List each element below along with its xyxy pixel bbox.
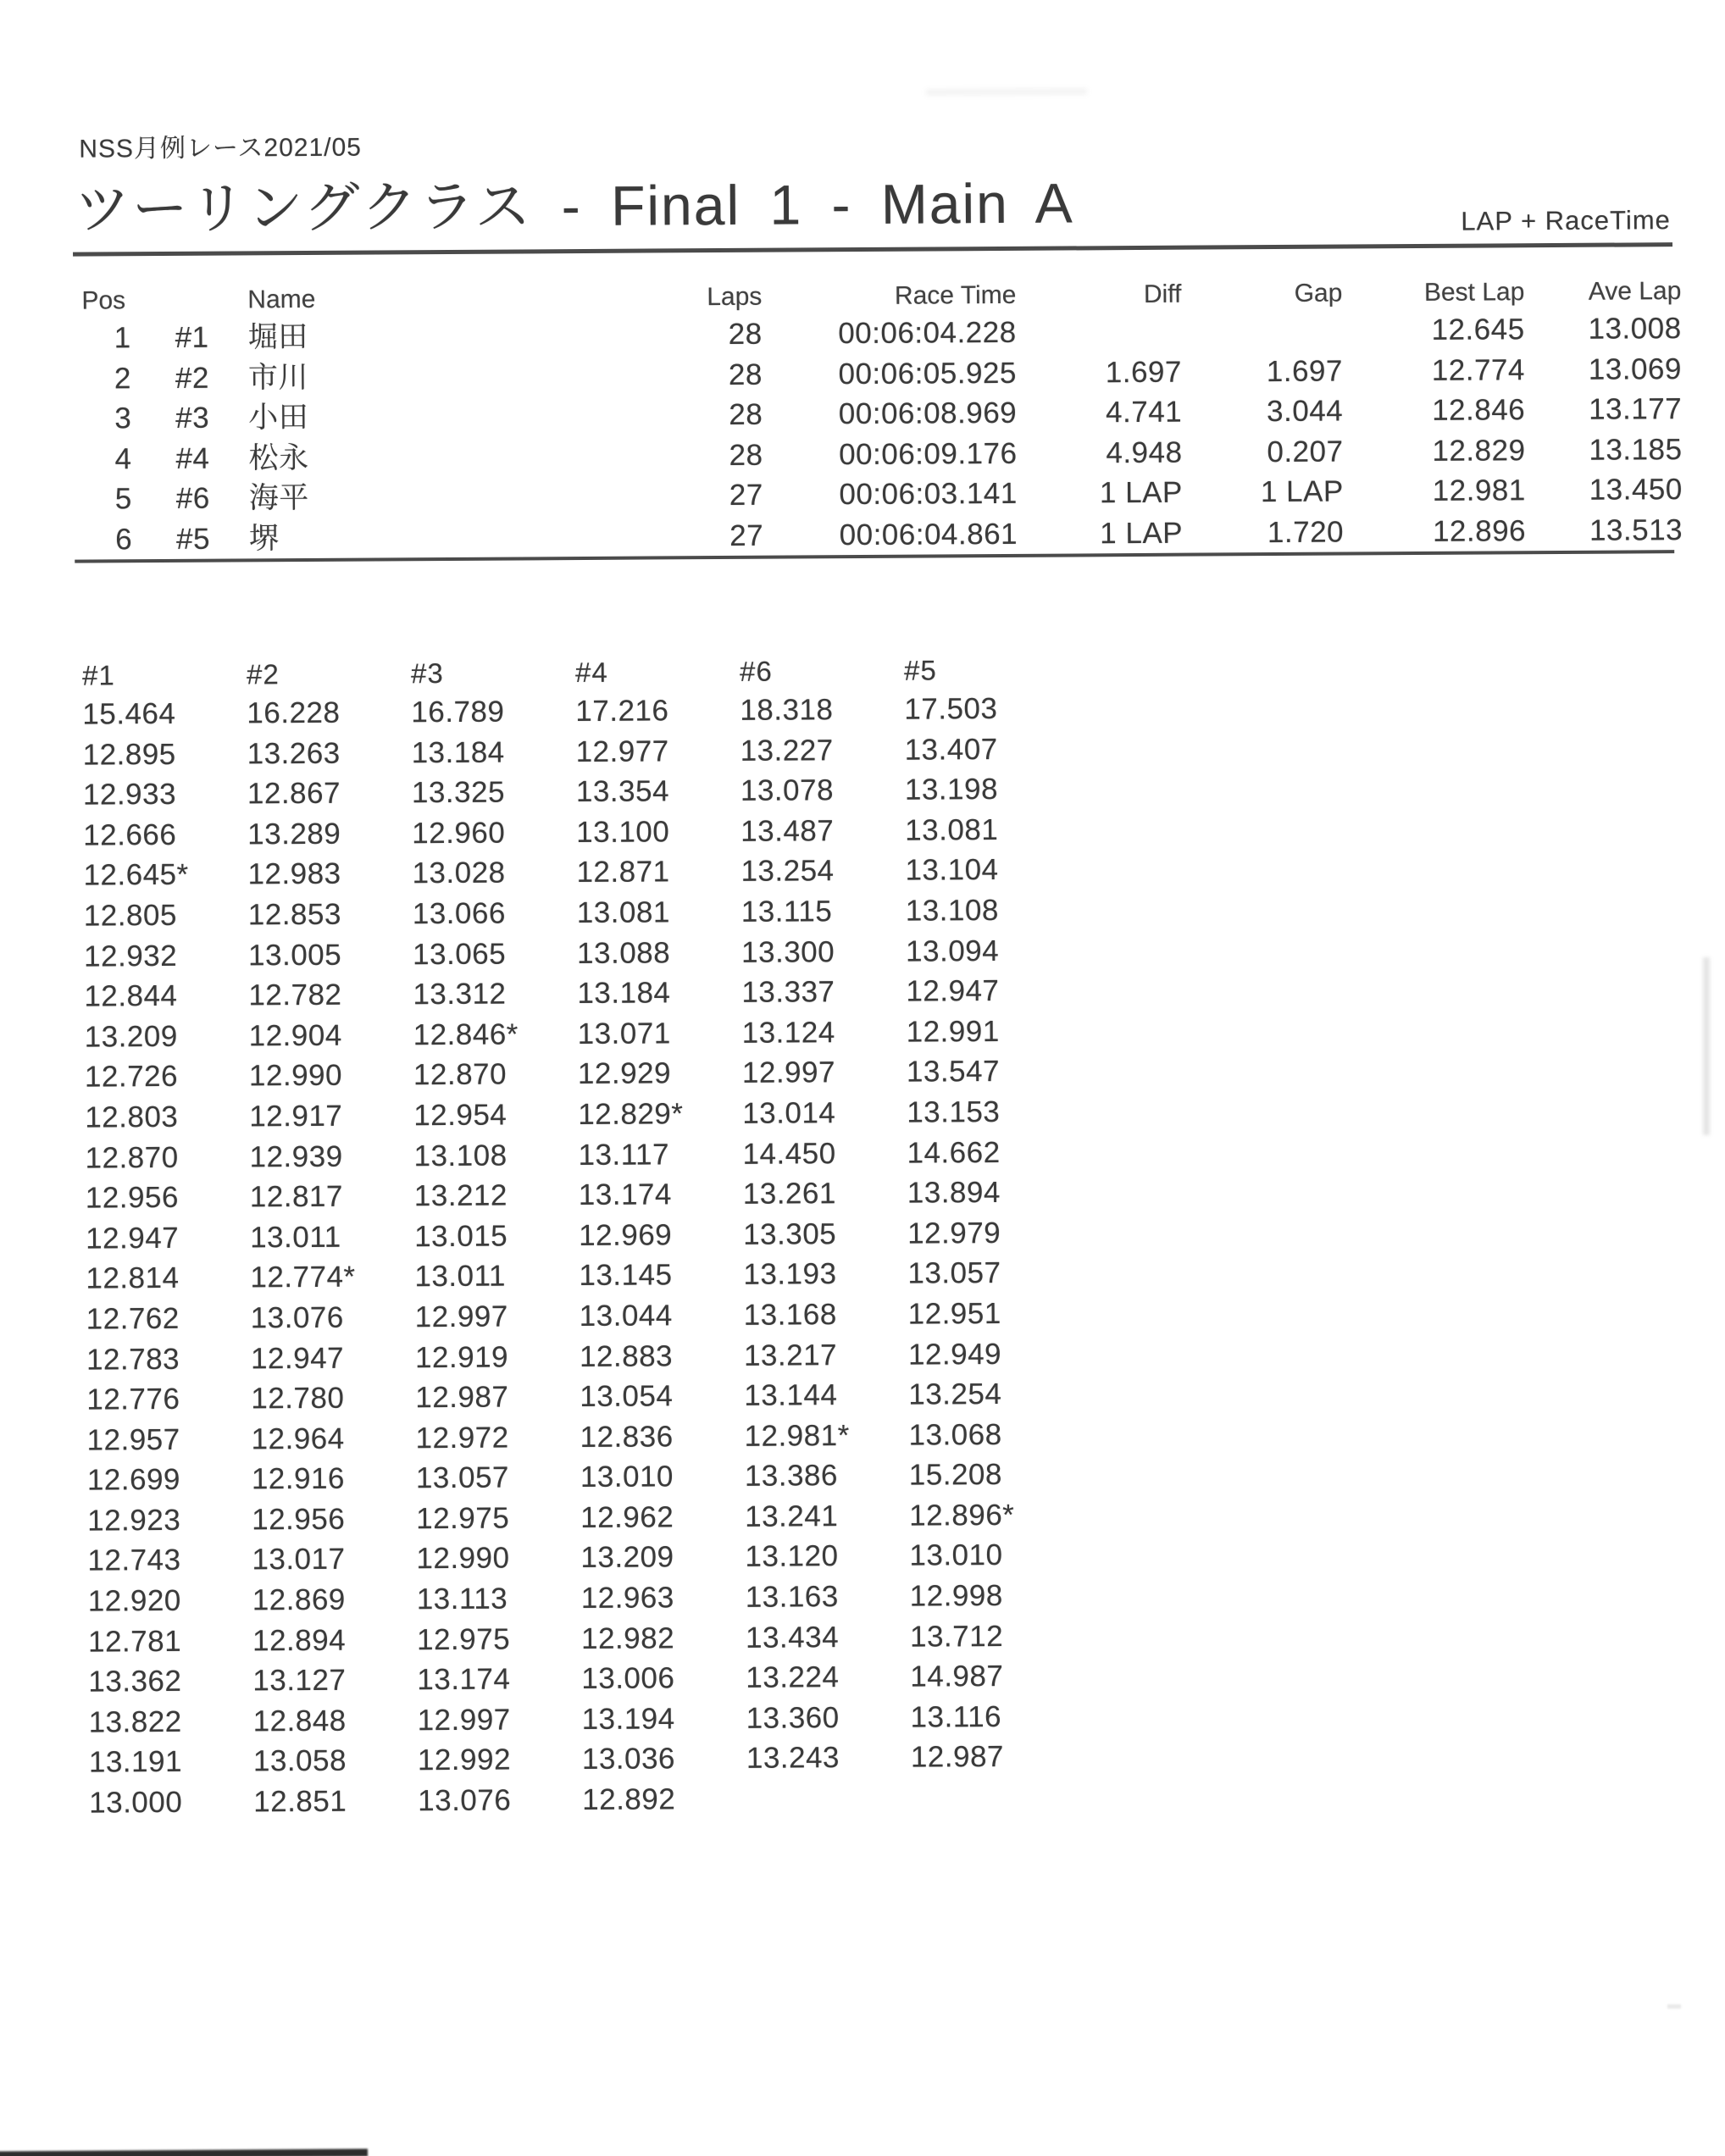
col-header-ave-lap: Ave Lap: [1588, 277, 1682, 306]
lap-time: 13.015: [414, 1219, 508, 1253]
lap-time: 13.117: [578, 1137, 670, 1172]
lap-time: 12.960: [412, 816, 506, 851]
lap-times-list: [575, 690, 746, 1821]
lap-time: 12.998: [909, 1579, 1003, 1613]
lap-time: 13.014: [742, 1096, 836, 1130]
lap-time: 13.005: [247, 938, 342, 972]
lap-time: 12.963: [580, 1581, 674, 1616]
lap-time: 13.174: [417, 1662, 511, 1697]
lap-time: 13.194: [581, 1702, 675, 1736]
lap-time: 12.962: [580, 1500, 674, 1534]
car-number-cell: #6: [175, 481, 210, 515]
lap-time: 12.997: [417, 1703, 511, 1738]
lap-time: 13.076: [418, 1783, 512, 1818]
lap-time: 13.254: [740, 854, 835, 889]
lap-time: 13.054: [580, 1379, 674, 1414]
driver-name-cell: 小田: [248, 400, 309, 435]
gap-cell: 1 LAP: [1260, 474, 1344, 509]
lap-time: 12.817: [249, 1179, 344, 1214]
lap-time: 12.982: [580, 1621, 675, 1655]
diff-cell: 1 LAP: [1100, 516, 1184, 550]
lap-time: 13.108: [905, 893, 999, 928]
lap-time: 12.892: [582, 1782, 676, 1817]
lap-time: 13.168: [743, 1298, 837, 1332]
race-time-cell: 00:06:04.861: [839, 517, 1018, 551]
lap-time: 13.174: [578, 1178, 673, 1212]
ave-lap-cell: 13.069: [1588, 352, 1683, 386]
lap-time: 13.000: [89, 1785, 183, 1820]
lap-time: 13.386: [744, 1459, 839, 1494]
lap-time: 13.241: [745, 1499, 839, 1533]
lap-time: 13.066: [412, 896, 506, 931]
lap-time: 13.010: [909, 1538, 1003, 1573]
lap-time: 18.318: [740, 693, 834, 727]
lap-time: 13.028: [412, 856, 506, 890]
lap-times-list: [247, 692, 418, 1822]
driver-name-cell: 松永: [248, 441, 309, 474]
lap-time: 12.780: [251, 1381, 345, 1416]
car-number-header: #4: [574, 656, 608, 689]
lap-time: 13.088: [576, 935, 671, 970]
lap-time: 13.104: [905, 853, 999, 888]
col-header-name: Name: [247, 285, 316, 314]
lap-column: [411, 654, 582, 1821]
race-time-cell: 00:06:03.141: [839, 476, 1018, 512]
ave-lap-cell: 13.450: [1589, 473, 1683, 507]
lap-time: 12.933: [82, 778, 177, 812]
gap-cell: 0.207: [1267, 435, 1344, 468]
lap-time: 13.184: [411, 735, 505, 769]
gap-cell: 3.044: [1266, 394, 1344, 429]
lap-time: 12.972: [415, 1421, 509, 1455]
lap-time: 12.956: [252, 1502, 346, 1537]
result-mode-label: LAP + RaceTime: [1461, 205, 1671, 236]
laps-cell: 28: [728, 317, 763, 351]
lap-time: 12.932: [83, 939, 178, 973]
lap-time: 12.829*: [578, 1097, 684, 1131]
lap-column: [904, 651, 1075, 1819]
col-header-diff: Diff: [1143, 280, 1182, 308]
lap-time: 14.450: [742, 1136, 836, 1171]
lap-time: 12.981*: [744, 1418, 850, 1453]
lap-time: 12.743: [87, 1544, 181, 1578]
lap-time: 13.011: [414, 1259, 506, 1294]
lap-time: 16.789: [411, 695, 505, 729]
lap-time: 12.726: [84, 1060, 179, 1094]
lap-time: 12.979: [907, 1216, 1001, 1250]
lap-time: 12.803: [85, 1100, 179, 1134]
lap-time: 12.954: [413, 1098, 508, 1133]
lap-time: 12.904: [248, 1018, 342, 1053]
race-time-cell: 00:06:05.925: [838, 356, 1018, 391]
lap-time: 12.645*: [83, 858, 189, 892]
best-lap-cell: 12.645: [1431, 313, 1525, 346]
car-number-cell: #4: [175, 441, 210, 475]
lap-time: 13.212: [413, 1178, 508, 1213]
results-body: [72, 308, 1683, 560]
lap-time: 13.289: [247, 817, 341, 851]
lap-time: 12.919: [414, 1340, 509, 1374]
col-header-laps: Laps: [707, 282, 763, 312]
lap-time: 12.916: [251, 1462, 346, 1496]
lap-time: 13.127: [252, 1663, 347, 1698]
lap-time: 12.956: [85, 1181, 180, 1215]
lap-time: 13.081: [905, 812, 999, 847]
lap-time: 13.305: [743, 1217, 837, 1251]
lap-time: 12.867: [247, 776, 341, 811]
lap-time: 13.224: [746, 1660, 840, 1695]
lap-time: 13.010: [580, 1460, 674, 1494]
lap-time: 12.883: [579, 1338, 674, 1373]
lap-time: 12.774*: [250, 1260, 356, 1294]
lap-time: 15.464: [82, 696, 176, 731]
laps-cell: 28: [729, 397, 763, 431]
lap-time: 15.208: [908, 1458, 1003, 1492]
lap-chart: [82, 651, 1075, 1824]
lap-time: 13.036: [581, 1742, 676, 1776]
lap-time: 12.969: [579, 1218, 673, 1252]
lap-time: 12.990: [248, 1059, 343, 1093]
lap-time: 13.407: [904, 732, 998, 767]
lap-column: [82, 656, 253, 1823]
lap-time: 13.057: [415, 1460, 510, 1495]
lap-time: 13.822: [88, 1704, 182, 1739]
lap-time: 13.254: [908, 1377, 1002, 1411]
lap-time: 12.814: [86, 1261, 180, 1295]
lap-time: 13.184: [577, 976, 671, 1011]
lap-time: 13.163: [745, 1580, 839, 1614]
lap-time: 12.975: [416, 1622, 511, 1656]
lap-time: 12.920: [87, 1583, 181, 1618]
lap-time: 12.836: [580, 1420, 674, 1454]
lap-column: [247, 655, 418, 1822]
lap-time: 13.058: [252, 1744, 347, 1778]
lap-time: 13.100: [576, 815, 670, 849]
lap-time: 12.805: [83, 898, 177, 933]
lap-time: 12.990: [416, 1542, 510, 1576]
lap-time: 12.870: [85, 1140, 179, 1175]
car-number-cell: #5: [175, 522, 211, 556]
ave-lap-cell: 13.513: [1589, 513, 1683, 547]
lap-time: 13.191: [88, 1745, 183, 1780]
lap-time: 13.113: [416, 1582, 508, 1616]
lap-time: 13.243: [746, 1741, 840, 1776]
best-lap-cell: 12.846: [1432, 393, 1526, 427]
diff-cell: [1016, 312, 1181, 353]
driver-name-cell: 市川: [247, 360, 309, 394]
lap-time: 12.964: [251, 1422, 345, 1456]
title-divider: [73, 242, 1672, 257]
driver-name-cell: 海平: [248, 480, 309, 515]
best-lap-cell: 12.896: [1432, 513, 1527, 548]
car-number-header: #1: [81, 659, 115, 691]
lap-time: 13.337: [741, 975, 835, 1010]
lap-time: 13.325: [411, 775, 506, 810]
lap-time: 12.923: [87, 1503, 181, 1538]
lap-times-list: [82, 693, 253, 1823]
lap-time: 13.078: [740, 773, 835, 808]
lap-time: 12.666: [83, 818, 177, 852]
lap-time: 13.193: [743, 1257, 837, 1292]
laps-cell: 28: [729, 438, 763, 472]
lap-time: 16.228: [247, 696, 341, 730]
lap-time: 13.434: [745, 1620, 840, 1654]
lap-time: 12.957: [86, 1422, 180, 1457]
pos-cell: 4: [114, 441, 132, 475]
pos-cell: 5: [114, 482, 132, 516]
results-table: [71, 274, 1683, 560]
car-number-cell: #2: [175, 361, 209, 395]
best-lap-cell: 12.829: [1432, 433, 1526, 468]
lap-time: 13.144: [744, 1378, 838, 1412]
lap-time: 12.896*: [909, 1498, 1015, 1532]
lap-time: 12.987: [910, 1740, 1005, 1775]
lap-time: 13.712: [909, 1619, 1004, 1654]
lap-time: 13.116: [910, 1699, 1002, 1734]
lap-time: 13.071: [577, 1017, 671, 1050]
gap-cell: 1.697: [1266, 354, 1344, 388]
best-lap-cell: 12.981: [1432, 474, 1526, 507]
lap-time: 12.947: [250, 1341, 345, 1375]
page-title: ツーリングクラス - Final 1 - Main A: [74, 171, 1074, 241]
lap-time: 12.917: [249, 1099, 343, 1133]
lap-time: 13.198: [904, 773, 999, 806]
lap-time: 13.209: [84, 1019, 178, 1054]
car-number-cell: #1: [175, 320, 209, 354]
col-header-pos: Pos: [81, 286, 126, 315]
lap-time: 13.011: [250, 1220, 341, 1255]
lap-time: 12.844: [84, 979, 178, 1013]
lap-time: 13.362: [88, 1665, 182, 1699]
lap-time: 12.947: [906, 974, 1000, 1008]
diff-cell: 1.697: [1105, 355, 1183, 389]
lap-time: 12.870: [413, 1057, 508, 1092]
lap-time: 13.065: [412, 937, 507, 971]
lap-time: 12.997: [414, 1300, 508, 1334]
lap-time: 12.977: [575, 734, 669, 768]
lap-time: 17.503: [904, 692, 998, 726]
car-number-header: #2: [246, 658, 280, 690]
lap-time: 13.081: [576, 895, 670, 930]
lap-time: 12.776: [86, 1383, 180, 1416]
car-number-header: #5: [903, 654, 937, 686]
col-header-race-time: Race Time: [894, 280, 1017, 310]
lap-time: 12.848: [252, 1704, 347, 1738]
lap-time: 13.300: [740, 934, 835, 969]
gap-cell: [1181, 311, 1342, 352]
diff-cell: 4.741: [1105, 395, 1183, 430]
lap-time: 13.115: [740, 895, 833, 928]
lap-time: 13.044: [579, 1299, 673, 1333]
driver-name-cell: 堺: [248, 521, 280, 555]
lap-time: 13.487: [740, 813, 835, 848]
diff-cell: 1 LAP: [1099, 475, 1183, 510]
lap-time: 12.983: [247, 857, 341, 891]
lap-times-list: [411, 691, 582, 1821]
col-header-car: [130, 283, 241, 318]
lap-time: 13.209: [580, 1540, 674, 1575]
driver-name-cell: 堀田: [247, 319, 308, 354]
lap-time: 12.853: [247, 897, 341, 932]
lap-time: 13.153: [907, 1095, 1001, 1129]
lap-time: 13.076: [250, 1300, 344, 1335]
lap-time: 13.120: [745, 1539, 839, 1574]
lap-time: 12.762: [86, 1301, 180, 1336]
lap-time: 12.951: [907, 1296, 1001, 1331]
race-time-cell: 00:06:09.176: [839, 436, 1018, 471]
lap-time: 12.987: [415, 1380, 509, 1415]
pos-cell: 3: [114, 402, 132, 435]
lap-time: 13.312: [413, 977, 507, 1011]
race-time-cell: 00:06:08.969: [838, 396, 1018, 431]
ave-lap-cell: 13.008: [1588, 312, 1682, 346]
lap-time: 12.895: [82, 737, 176, 772]
lap-time: 12.781: [87, 1624, 182, 1659]
car-number-header: #3: [410, 657, 444, 690]
lap-time: 13.124: [741, 1015, 835, 1050]
lap-time: 13.894: [907, 1176, 1001, 1210]
lap-time: 13.094: [905, 934, 1000, 968]
lap-time: 12.851: [253, 1784, 347, 1819]
lap-time: 13.068: [908, 1417, 1002, 1452]
lap-time: 12.975: [416, 1501, 510, 1536]
laps-cell: 27: [729, 478, 763, 512]
lap-time: 13.261: [742, 1177, 837, 1211]
pos-cell: 1: [114, 321, 131, 355]
lap-column: [740, 652, 911, 1820]
diff-cell: 4.948: [1106, 435, 1183, 469]
lap-times-list: [740, 690, 911, 1779]
lap-column: [575, 653, 746, 1821]
lap-time: 12.992: [417, 1743, 512, 1777]
lap-time: 12.991: [906, 1014, 1000, 1049]
lap-time: 12.949: [907, 1337, 1002, 1372]
col-header-best-lap: Best Lap: [1423, 278, 1525, 307]
event-title: NSS月例レース2021/05: [79, 133, 363, 164]
car-number-cell: #3: [175, 401, 210, 435]
pos-cell: 2: [114, 361, 132, 395]
col-header-gap: Gap: [1294, 279, 1343, 308]
lap-time: 12.894: [252, 1623, 347, 1658]
lap-time: 12.997: [741, 1056, 836, 1090]
lap-time: 12.939: [249, 1139, 343, 1173]
lap-time: 13.354: [575, 774, 670, 809]
lap-time: 13.057: [907, 1256, 1001, 1290]
gap-cell: 1.720: [1267, 515, 1345, 549]
lap-time: 13.108: [413, 1139, 508, 1172]
lap-time: 13.006: [581, 1661, 675, 1696]
laps-cell: 28: [728, 357, 763, 391]
lap-time: 12.782: [248, 978, 342, 1012]
lap-time: 12.783: [86, 1342, 180, 1377]
lap-time: 12.871: [576, 855, 670, 890]
car-number-header: #6: [739, 655, 773, 687]
lap-time: 12.846*: [413, 1017, 519, 1051]
lap-time: 12.699: [86, 1463, 181, 1497]
lap-time: 13.263: [247, 736, 341, 771]
best-lap-cell: 12.774: [1431, 352, 1526, 387]
lap-time: 14.987: [910, 1660, 1004, 1693]
lap-time: 13.360: [746, 1701, 840, 1735]
pos-cell: 6: [115, 522, 133, 556]
lap-time: 13.017: [252, 1543, 346, 1577]
lap-time: 12.869: [252, 1582, 346, 1617]
lap-time: 13.145: [579, 1258, 673, 1293]
lap-time: 13.217: [743, 1338, 838, 1372]
lap-time: 12.947: [86, 1221, 180, 1255]
race-time-cell: 00:06:04.228: [838, 315, 1017, 351]
lap-time: 17.216: [575, 694, 669, 729]
lap-time: 14.662: [907, 1135, 1001, 1170]
lap-times-list: [904, 689, 1075, 1778]
lap-time: 13.547: [906, 1055, 1001, 1089]
lap-time: 12.929: [577, 1056, 672, 1091]
laps-cell: 27: [729, 518, 764, 552]
scan-artifact: [926, 88, 1087, 95]
lap-time: 13.227: [740, 733, 834, 768]
ave-lap-cell: 13.177: [1589, 392, 1683, 426]
ave-lap-cell: 13.185: [1589, 432, 1683, 467]
